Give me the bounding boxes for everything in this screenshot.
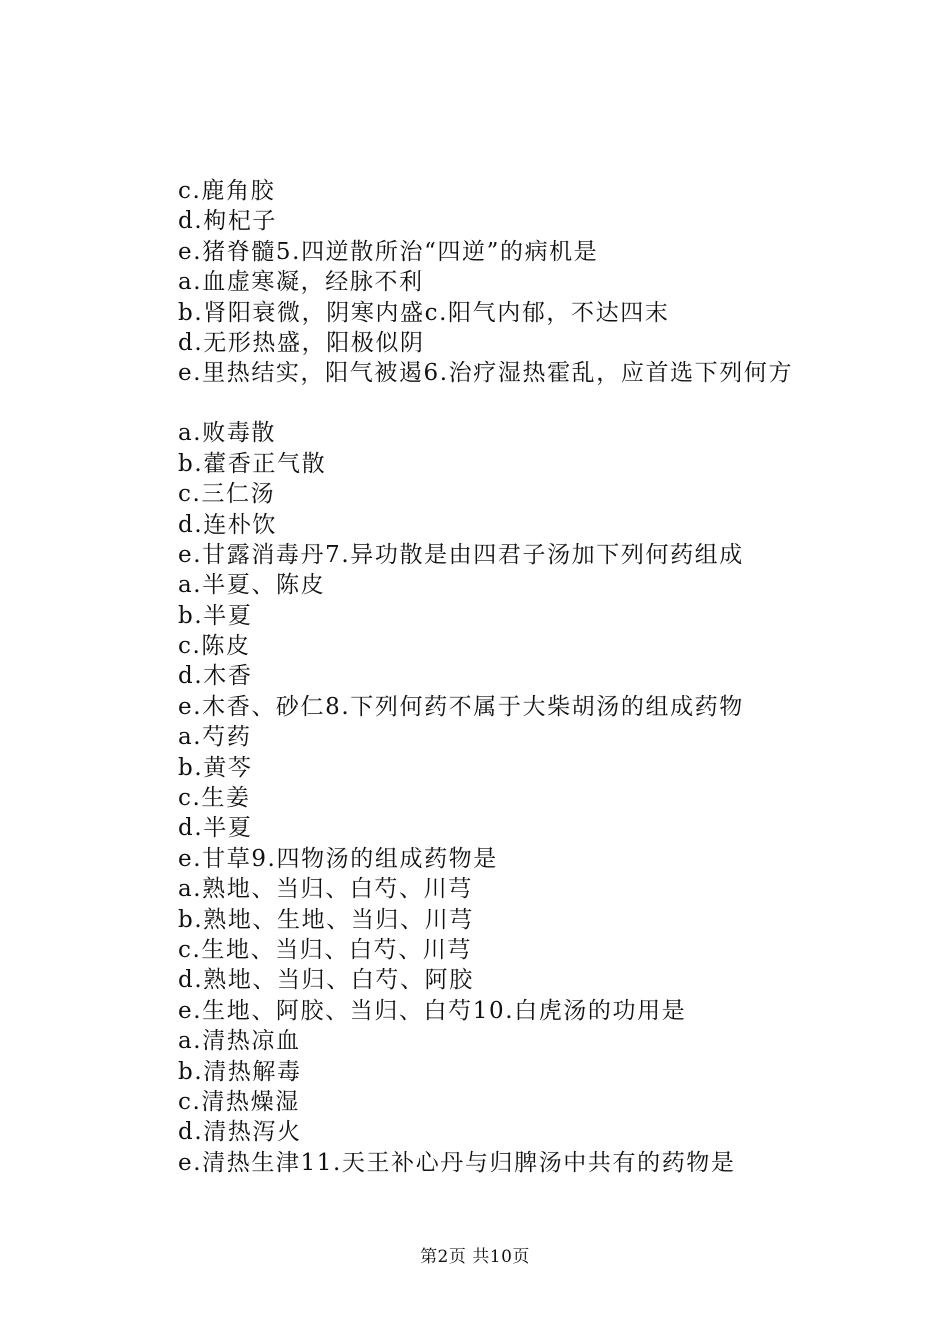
text-line: c.生地、当归、白芍、川芎 xyxy=(178,936,472,963)
text-line: e.甘露消毒丹7.异功散是由四君子汤加下列何药组成 xyxy=(178,541,744,568)
text-line: b.半夏 xyxy=(178,602,253,629)
text-line: e.木香、砂仁8.下列何药不属于大柴胡汤的组成药物 xyxy=(178,693,744,720)
text-line: a.熟地、当归、白芍、川芎 xyxy=(178,876,473,903)
text-line: d.无形热盛，阳极似阴 xyxy=(178,329,425,356)
text-line: d.熟地、当归、白芍、阿胶 xyxy=(178,967,474,994)
text-line: c.鹿角胶 xyxy=(178,178,276,204)
text-line: a.半夏、陈皮 xyxy=(178,572,326,599)
text-line: e.生地、阿胶、当归、白芍10.白虎汤的功用是 xyxy=(178,997,687,1024)
text-line: c.清热燥湿 xyxy=(178,1088,300,1115)
text-line: c.生姜 xyxy=(178,785,251,812)
text-line: e.里热结实，阳气被遏6.治疗湿热霍乱，应首选下列何方 xyxy=(178,360,794,387)
page-footer: 第2页 共10页 xyxy=(420,1247,530,1267)
text-line: d.清热泻火 xyxy=(178,1119,302,1146)
text-line: b.熟地、生地、当归、川芎 xyxy=(178,906,474,933)
text-line: d.连朴饮 xyxy=(178,511,278,538)
page-content xyxy=(178,176,878,1178)
text-line: c.陈皮 xyxy=(178,633,251,660)
text-line: e.甘草9.四物汤的组成药物是 xyxy=(178,845,498,872)
text-line: b.肾阳衰微，阴寒内盛c.阳气内郁，不达四末 xyxy=(178,299,670,326)
text-line: a.血虚寒凝，经脉不利 xyxy=(178,269,424,296)
text-line: b.清热解毒 xyxy=(178,1058,302,1085)
text-line: d.枸杞子 xyxy=(178,208,278,235)
text-line: a.清热凉血 xyxy=(178,1028,301,1055)
text-line: e.猪脊髓5.四逆散所治“四逆”的病机是 xyxy=(178,238,599,265)
text-line: b.藿香正气散 xyxy=(178,450,327,477)
text-line: a.败毒散 xyxy=(178,420,277,447)
text-line: a.芍药 xyxy=(178,724,252,751)
text-line: b.黄芩 xyxy=(178,754,253,781)
text-line: e.清热生津11.天王补心丹与归脾汤中共有的药物是 xyxy=(178,1149,736,1176)
text-line: d.半夏 xyxy=(178,815,253,842)
text-line: d.木香 xyxy=(178,663,253,690)
text-line: c.三仁汤 xyxy=(178,481,276,508)
